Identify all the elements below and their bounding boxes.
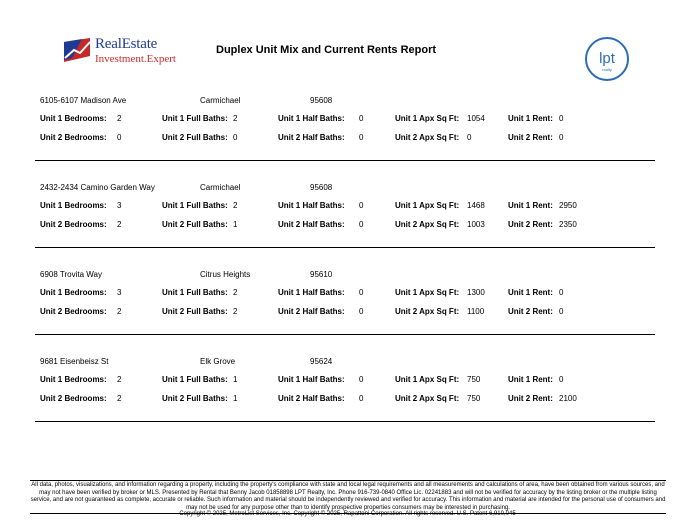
property-address: 6908 Trovita Way: [40, 270, 102, 279]
unit-1-full-baths-label: Unit 1 Full Baths:: [162, 288, 228, 297]
unit-2-sqft-label: Unit 2 Apx Sq Ft:: [395, 133, 460, 142]
unit-1-bedrooms-label: Unit 1 Bedrooms:: [40, 288, 107, 297]
unit-1-half-baths-label: Unit 1 Half Baths:: [278, 114, 345, 123]
unit-2-full-baths-label: Unit 2 Full Baths:: [162, 394, 228, 403]
unit-2-full-baths-value: 1: [233, 394, 238, 403]
unit-1-half-baths-value: 0: [359, 375, 364, 384]
unit-1-bedrooms-value: 3: [117, 201, 122, 210]
flag-icon: [62, 38, 92, 64]
unit-1-rent-label: Unit 1 Rent:: [508, 288, 553, 297]
unit-1-full-baths-value: 2: [233, 114, 238, 123]
unit-1-full-baths-label: Unit 1 Full Baths:: [162, 201, 228, 210]
unit-2-half-baths-value: 0: [359, 307, 364, 316]
unit-2-sqft-value: 1003: [467, 220, 485, 229]
property-zip: 95610: [310, 270, 333, 279]
unit-2-rent-value: 2100: [559, 394, 577, 403]
disclaimer-text: All data, photos, visualizations, and information regarding a property, including the property's compliance with state and local legal requirements and all measurements and calculations of area, have been obtained from various sources, and may not have been verified by broker or MLS. Presented by Rental that Benny Jacob 01858898 LPT Realty, Inc. Phone 916-739-0840 Office Lic. 02241883 and will not be verified for accuracy by the listing broker or the multiple listing service, and are not guaranteed as complete, accurate or reliable. Such information and material should be independently reviewed and verified for accuracy. This information and material are intended for the personal use of consumers and may not be used for any purpose other than to identify prospective properties consumers may be interested in purchasing.: [30, 480, 666, 514]
property-address: 2432-2434 Camino Garden Way: [40, 183, 155, 192]
section-divider: [35, 160, 655, 161]
unit-1-half-baths-label: Unit 1 Half Baths:: [278, 375, 345, 384]
company-logo: [62, 36, 182, 70]
unit-1-full-baths-value: 2: [233, 201, 238, 210]
unit-1-rent-value: 0: [559, 288, 564, 297]
unit-1-rent-label: Unit 1 Rent:: [508, 114, 553, 123]
lpt-logo-text: lpt: [599, 50, 615, 67]
unit-2-sqft-value: 1100: [467, 307, 485, 316]
unit-1-half-baths-label: Unit 1 Half Baths:: [278, 201, 345, 210]
unit-1-sqft-value: 750: [467, 375, 481, 384]
lpt-realty-logo-icon: [584, 36, 630, 82]
unit-2-half-baths-label: Unit 2 Half Baths:: [278, 394, 345, 403]
unit-2-sqft-value: 0: [467, 133, 472, 142]
property-city: Carmichael: [200, 96, 241, 105]
report-header: [0, 0, 695, 90]
property-block: [0, 95, 695, 175]
unit-2-full-baths-value: 2: [233, 307, 238, 316]
unit-1-bedrooms-label: Unit 1 Bedrooms:: [40, 201, 107, 210]
unit-2-full-baths-value: 0: [233, 133, 238, 142]
unit-2-rent-label: Unit 2 Rent:: [508, 394, 553, 403]
unit-2-bedrooms-value: 2: [117, 394, 122, 403]
property-block: [0, 182, 695, 262]
section-divider: [35, 247, 655, 248]
unit-2-half-baths-value: 0: [359, 394, 364, 403]
property-block: [0, 356, 695, 436]
unit-2-rent-value: 0: [559, 307, 564, 316]
unit-2-bedrooms-value: 0: [117, 133, 122, 142]
property-address: 9681 Eisenbeisz St: [40, 357, 109, 366]
property-city: Carmichael: [200, 183, 241, 192]
unit-2-half-baths-label: Unit 2 Half Baths:: [278, 133, 345, 142]
unit-1-full-baths-value: 2: [233, 288, 238, 297]
unit-1-sqft-label: Unit 1 Apx Sq Ft:: [395, 288, 460, 297]
report-title: Duplex Unit Mix and Current Rents Report: [216, 44, 437, 56]
unit-1-bedrooms-value: 2: [117, 375, 122, 384]
unit-1-bedrooms-value: 2: [117, 114, 122, 123]
unit-1-full-baths-label: Unit 1 Full Baths:: [162, 114, 228, 123]
unit-2-bedrooms-label: Unit 2 Bedrooms:: [40, 220, 107, 229]
unit-2-full-baths-label: Unit 2 Full Baths:: [162, 220, 228, 229]
logo-text-investment: Investment.Expert: [95, 53, 176, 65]
unit-2-bedrooms-value: 2: [117, 220, 122, 229]
unit-2-rent-label: Unit 2 Rent:: [508, 220, 553, 229]
unit-2-sqft-label: Unit 2 Apx Sq Ft:: [395, 307, 460, 316]
unit-2-half-baths-value: 0: [359, 220, 364, 229]
unit-2-bedrooms-label: Unit 2 Bedrooms:: [40, 394, 107, 403]
unit-1-bedrooms-value: 3: [117, 288, 122, 297]
unit-1-sqft-value: 1300: [467, 288, 485, 297]
unit-2-half-baths-value: 0: [359, 133, 364, 142]
unit-1-half-baths-value: 0: [359, 201, 364, 210]
unit-2-bedrooms-value: 2: [117, 307, 122, 316]
unit-2-rent-label: Unit 2 Rent:: [508, 307, 553, 316]
unit-1-bedrooms-label: Unit 1 Bedrooms:: [40, 114, 107, 123]
section-divider: [35, 334, 655, 335]
unit-1-sqft-label: Unit 1 Apx Sq Ft:: [395, 114, 460, 123]
logo-text-realestate: RealEstate: [95, 36, 158, 52]
unit-2-bedrooms-label: Unit 2 Bedrooms:: [40, 133, 107, 142]
unit-1-half-baths-value: 0: [359, 288, 364, 297]
unit-2-rent-value: 0: [559, 133, 564, 142]
copyright-text: Copyright © 2025, MetroList Services, Inc. Copyright © 2025, Rapattoni Corporation. All rights reserved. U.S. Patent 6,910,045: [179, 511, 516, 517]
unit-1-sqft-value: 1468: [467, 201, 485, 210]
unit-2-sqft-label: Unit 2 Apx Sq Ft:: [395, 394, 460, 403]
section-divider: [35, 421, 655, 422]
unit-1-sqft-value: 1054: [467, 114, 485, 123]
property-city: Elk Grove: [200, 357, 236, 366]
unit-1-sqft-label: Unit 1 Apx Sq Ft:: [395, 375, 460, 384]
unit-1-half-baths-label: Unit 1 Half Baths:: [278, 288, 345, 297]
unit-2-rent-value: 2350: [559, 220, 577, 229]
unit-2-sqft-label: Unit 2 Apx Sq Ft:: [395, 220, 460, 229]
unit-2-half-baths-label: Unit 2 Half Baths:: [278, 307, 345, 316]
unit-2-half-baths-label: Unit 2 Half Baths:: [278, 220, 345, 229]
unit-1-sqft-label: Unit 1 Apx Sq Ft:: [395, 201, 460, 210]
unit-1-rent-value: 0: [559, 375, 564, 384]
unit-1-rent-label: Unit 1 Rent:: [508, 375, 553, 384]
unit-1-half-baths-value: 0: [359, 114, 364, 123]
unit-2-full-baths-value: 1: [233, 220, 238, 229]
unit-1-rent-value: 0: [559, 114, 564, 123]
unit-1-full-baths-label: Unit 1 Full Baths:: [162, 375, 228, 384]
property-address: 6105-6107 Madison Ave: [40, 96, 127, 105]
unit-1-bedrooms-label: Unit 1 Bedrooms:: [40, 375, 107, 384]
unit-2-full-baths-label: Unit 2 Full Baths:: [162, 307, 228, 316]
property-city: Citrus Heights: [200, 270, 251, 279]
property-zip: 95608: [310, 96, 333, 105]
unit-1-rent-label: Unit 1 Rent:: [508, 201, 553, 210]
unit-1-full-baths-value: 1: [233, 375, 238, 384]
unit-2-rent-label: Unit 2 Rent:: [508, 133, 553, 142]
unit-2-bedrooms-label: Unit 2 Bedrooms:: [40, 307, 107, 316]
lpt-logo-subtext: realty: [602, 67, 612, 72]
unit-2-sqft-value: 750: [467, 394, 481, 403]
property-zip: 95624: [310, 357, 333, 366]
unit-1-rent-value: 2950: [559, 201, 577, 210]
property-zip: 95608: [310, 183, 333, 192]
property-block: [0, 269, 695, 349]
unit-2-full-baths-label: Unit 2 Full Baths:: [162, 133, 228, 142]
